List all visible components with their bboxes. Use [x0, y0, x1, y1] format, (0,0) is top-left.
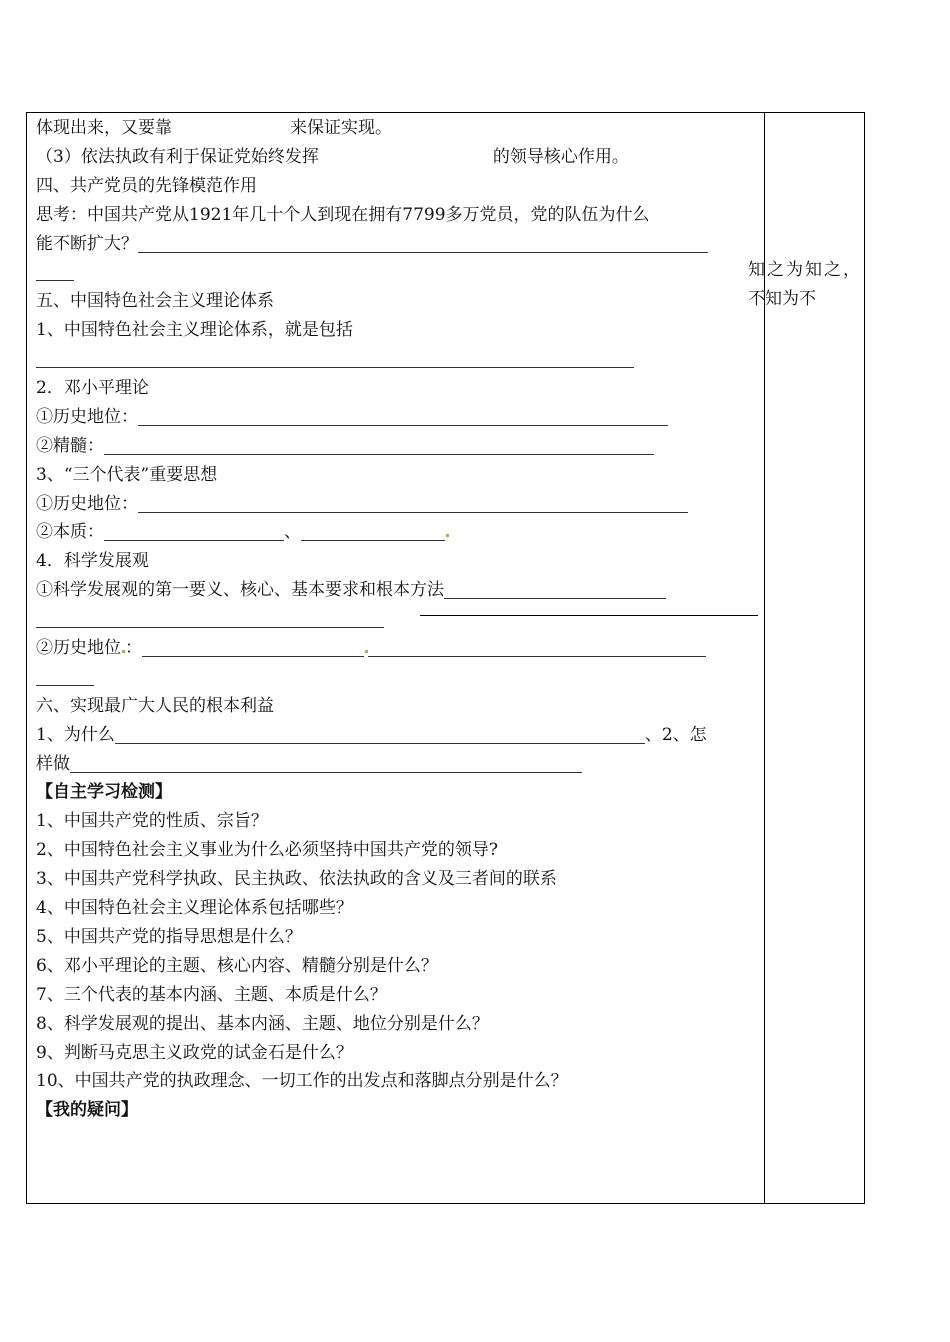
text-line: ②历史地位 ：: [36, 634, 732, 663]
question-item: 4、中国特色社会主义理论体系包括哪些？: [36, 898, 353, 919]
blank-line: [104, 520, 284, 541]
text-line: 样做: [36, 750, 732, 779]
text-line: [36, 258, 732, 287]
blank-line: [36, 347, 634, 368]
text-line: 体现出来，又要靠 来保证实现。: [36, 118, 392, 138]
blank-line: [115, 723, 645, 744]
blank-line: [138, 232, 708, 253]
section-heading: 【我的疑问】: [36, 1100, 138, 1121]
question-item: 5、中国共产党的指导思想是什么？: [36, 926, 302, 947]
blank-line: [36, 665, 94, 686]
question-item: 9、判断马克思主义政党的试金石是什么？: [36, 1042, 353, 1063]
blank-line: [444, 578, 666, 599]
blank-line: [142, 636, 364, 657]
text-line: ①历史地位：: [36, 403, 732, 432]
blank-line: [36, 607, 384, 628]
main-column: [36, 114, 732, 1125]
text-line: ①历史地位：: [36, 490, 732, 519]
sub-heading: 2．邓小平理论: [36, 378, 149, 399]
text-line: （3）依法执政有利于保证党始终发挥 的领导核心作用。: [36, 146, 629, 167]
text-line: ①科学发展观的第一要义、核心、基本要求和根本方法: [36, 576, 732, 605]
question-item: 6、邓小平理论的主题、核心内容、精髓分别是什么？: [36, 955, 438, 976]
text-line: 1、为什么 、2、怎: [36, 724, 707, 745]
question-item: 10、中国共产党的执政理念、一切工作的出发点和落脚点分别是什么？: [36, 1071, 568, 1092]
blank-line: [138, 492, 688, 513]
question-item: 7、三个代表的基本内涵、主题、本质是什么？: [36, 984, 387, 1005]
text-line: [36, 605, 732, 634]
blank-line: [138, 405, 668, 426]
text-line: 1、中国特色社会主义理论体系，就是包括: [36, 320, 353, 341]
section-heading: 五、中国特色社会主义理论体系: [36, 291, 274, 312]
text-line: ②精髓：: [36, 432, 732, 461]
text-line: [36, 663, 732, 692]
question-item: 1、中国共产党的性质、宗旨？: [36, 811, 268, 832]
question-item: 8、科学发展观的提出、基本内涵、主题、地位分别是什么？: [36, 1013, 489, 1034]
dot-mark: [446, 534, 449, 537]
blank-line: [301, 520, 445, 541]
blank-line: [104, 434, 654, 455]
side-column-motto: 知之为知之，不知为不: [748, 260, 860, 309]
text-line: 能不断扩大？: [36, 230, 732, 259]
question-item: 2、中国特色社会主义事业为什么必须坚持中国共产党的领导?: [36, 840, 498, 861]
blank-line: [368, 636, 706, 657]
section-heading: 六、实现最广大人民的根本利益: [36, 695, 274, 716]
text-line: [36, 345, 732, 374]
question-item: 3、中国共产党科学执政、民主执政、依法执政的含义及三者间的联系: [36, 869, 557, 890]
sub-heading: 4．科学发展观: [36, 551, 149, 572]
sub-heading: 3、“三个代表”重要思想: [36, 464, 218, 485]
section-heading: 【自主学习检测】: [36, 782, 172, 803]
section-heading: 四、共产党员的先锋模范作用: [36, 175, 257, 196]
text-line: 思考：中国共产党从1921年几十个人到现在拥有7799多万党员，党的队伍为什么: [36, 204, 650, 225]
text-line: ②本质： 、: [36, 518, 732, 547]
blank-line: [36, 260, 74, 281]
blank-line-thick: [420, 615, 758, 616]
blank-line: [70, 752, 582, 773]
